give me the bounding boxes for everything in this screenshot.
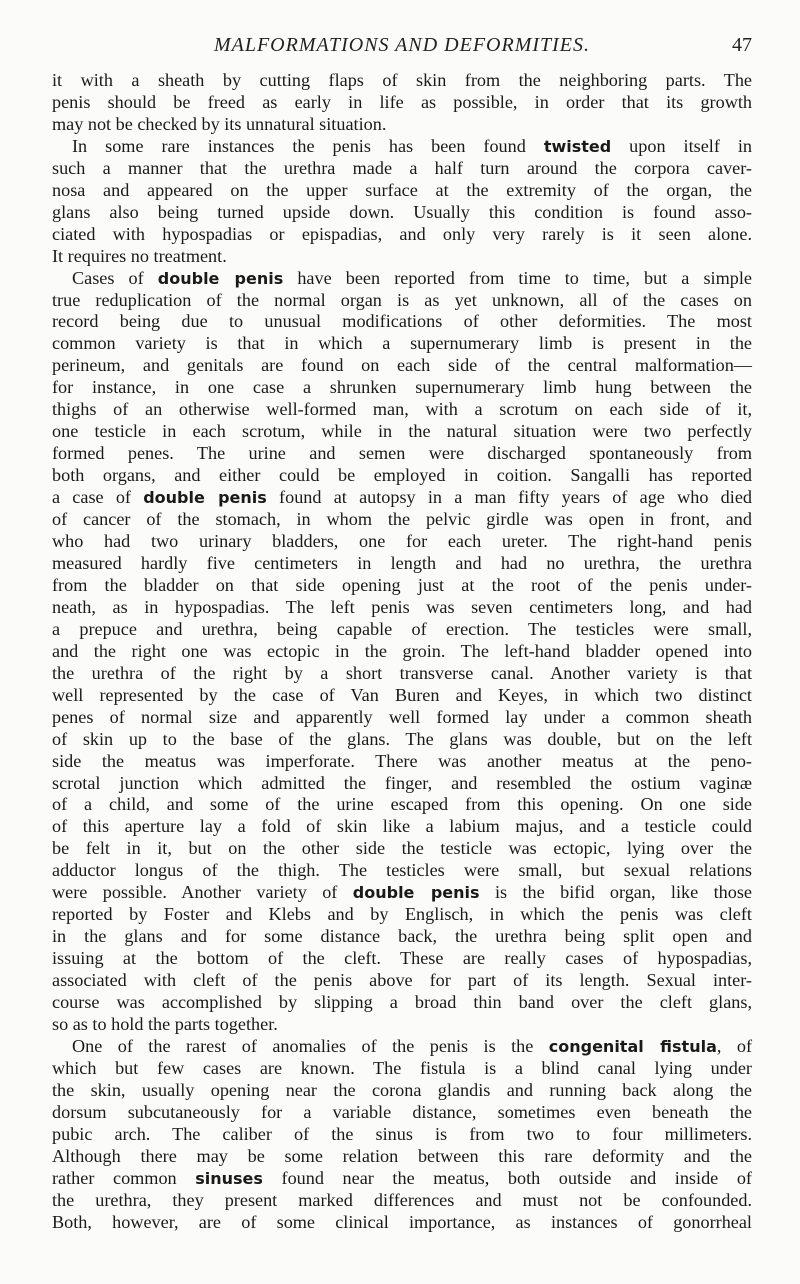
paragraph [52, 136, 752, 268]
text-line: penes of normal size and apparently well formed lay under a common sheath [52, 706, 752, 727]
text-line: Both, however, are of some clinical importance, as instances of gonorrheal [52, 1211, 752, 1232]
text-line: adductor longus of the thigh. The testicles were small, but sexual relations [52, 860, 752, 881]
text-line: Cases of double penis have been reported from time to time, but a simple [72, 267, 752, 288]
text-line: thighs of an otherwise well-formed man, with a scrotum on each side of it, [52, 399, 752, 420]
text-line: dorsum subcutaneously for a variable distance, sometimes even beneath the [52, 1101, 752, 1122]
text-line: true reduplication of the normal organ is as yet unknown, all of the cases on [52, 289, 752, 310]
paragraph [52, 268, 752, 1036]
text-line: a prepuce and urethra, being capable of erection. The testicles were small, [52, 618, 752, 639]
running-title: MALFORMATIONS AND DEFORMITIES. [213, 34, 591, 56]
paragraph [52, 1036, 752, 1234]
emphasized-term: twisted [543, 136, 612, 156]
text-line: may not be checked by its unnatural situation. [52, 113, 387, 134]
text-line: were possible. Another variety of double penis is the bifid organ, like those [52, 882, 752, 903]
text-line: the skin, usually opening near the corona glandis and running back along the [52, 1079, 752, 1100]
text-line: measured hardly five centimeters in length and had no urethra, the urethra [52, 552, 752, 573]
text-line: nosa and appeared on the upper surface at the extremity of the organ, the [52, 179, 752, 200]
text-line: ciated with hypospadias or epispadias, and only very rarely is it seen alone. [52, 223, 752, 244]
text-line: a case of double penis found at autopsy in a man fifty years of age who died [52, 487, 752, 508]
text-line: the urethra of the right by a short transverse canal. Another variety is that [52, 662, 752, 683]
text-line: reported by Foster and Klebs and by Englisch, in which the penis was cleft [52, 904, 752, 925]
text-line: one testicle in each scrotum, while in the natural situation were two perfectly [52, 421, 752, 442]
emphasized-term: double penis [352, 883, 480, 903]
emphasized-term: double penis [143, 488, 267, 508]
page-number: 47 [732, 34, 752, 56]
text-line: issuing at the bottom of the cleft. These are really cases of hypospadias, [52, 948, 752, 969]
emphasized-term: congenital fistula [548, 1036, 717, 1056]
text-line: In some rare instances the penis has been found twisted upon itself in [72, 135, 752, 156]
text-line: common variety is that in which a supernumerary limb is present in the [52, 333, 752, 354]
text-line: in the glans and for some distance back, the urethra being split open and [52, 926, 752, 947]
text-line: One of the rarest of anomalies of the penis is the congenital fistula, of [72, 1035, 753, 1056]
text-line: Although there may be some relation between this rare deformity and the [52, 1145, 752, 1166]
emphasized-term: double penis [157, 268, 284, 288]
text-line: of cancer of the stomach, in whom the pelvic girdle was open in front, and [52, 509, 752, 530]
text-line: so as to hold the parts together. [52, 1013, 278, 1034]
text-line: of a child, and some of the urine escaped from this opening. On one side [52, 794, 752, 815]
text-line: for instance, in one case a shrunken supernumerary limb hung between the [52, 377, 752, 398]
text-line: from the bladder on that side opening just at the root of the penis under- [52, 574, 752, 595]
text-line: penis should be freed as early in life as possible, in order that its growth [52, 91, 752, 112]
emphasized-term: sinuses [195, 1168, 263, 1188]
text-line: formed penes. The urine and semen were discharged spontaneously from [52, 443, 752, 464]
text-line: who had two urinary bladders, one for each ureter. The right-hand penis [52, 531, 752, 552]
text-line: both organs, and either could be employed in coition. Sangalli has reported [52, 465, 752, 486]
text-line: course was accomplished by slipping a broad thin band over the cleft glans, [52, 992, 752, 1013]
text-line: side the meatus was imperforate. There was another meatus at the peno- [52, 750, 752, 771]
text-line: It requires no treatment. [52, 245, 227, 266]
text-line: associated with cleft of the penis above for part of its length. Sexual inter- [52, 970, 752, 991]
text-line: scrotal junction which admitted the finger, and resembled the ostium vaginæ [52, 772, 752, 793]
text-line: pubic arch. The caliber of the sinus is from two to four millimeters. [52, 1123, 752, 1144]
text-line: neath, as in hypospadias. The left penis was seven centimeters long, and had [52, 596, 752, 617]
paragraph [52, 70, 752, 136]
text-line: be felt in it, but on the other side the testicle was ectopic, lying over the [52, 838, 752, 859]
text-line: it with a sheath by cutting flaps of skin from the neighboring parts. The [52, 70, 752, 90]
text-line: record being due to unusual modifications of other deformities. The most [52, 311, 752, 332]
body-text [52, 70, 752, 1234]
text-line: rather common sinuses found near the meatus, both outside and inside of [52, 1167, 752, 1188]
text-line: such a manner that the urethra made a half turn around the corpora caver- [52, 157, 752, 178]
text-line: and the right one was ectopic in the groin. The left-hand bladder opened into [52, 640, 752, 661]
text-line: the urethra, they present marked differences and must not be confounded. [52, 1189, 752, 1210]
text-line: perineum, and genitals are found on each side of the central malformation— [52, 355, 752, 376]
text-line: glans also being turned upside down. Usually this condition is found asso- [52, 201, 752, 222]
running-head [52, 34, 752, 60]
text-line: of this aperture lay a fold of skin like a labium majus, and a testicle could [52, 816, 752, 837]
text-line: of skin up to the base of the glans. The glans was double, but on the left [52, 728, 752, 749]
text-line: well represented by the case of Van Buren and Keyes, in which two distinct [52, 684, 752, 705]
text-line: which but few cases are known. The fistula is a blind canal lying under [52, 1057, 752, 1078]
